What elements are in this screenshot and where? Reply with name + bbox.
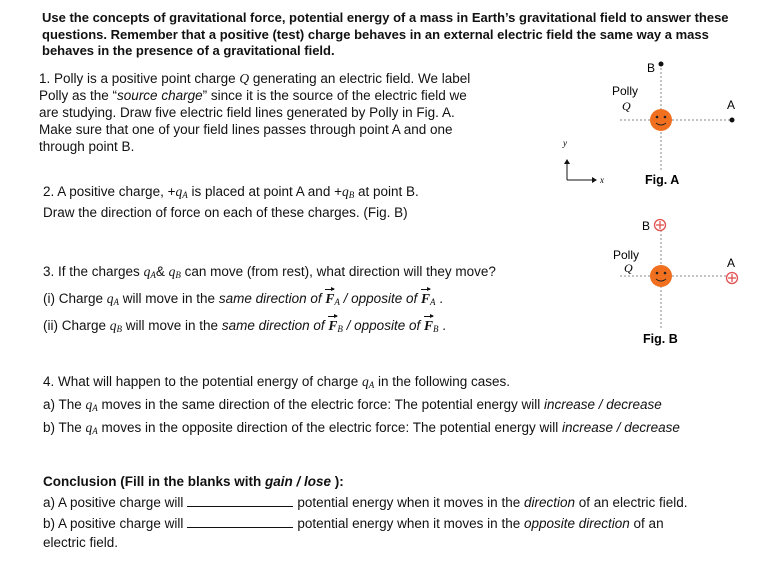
question-4: 4. What will happen to the potential energy of charge $q_A$ in the following cases. a) The $q_A$ moves in the same direction of the electric force: The potential energy will increase / decrease b) The $q_A$ moves in the opposite direction of the electric force: The potential energy will increase / decrease (43, 374, 680, 436)
fig-a-polly-charge (650, 109, 672, 131)
instructions-intro: Use the concepts of gravitational force, potential energy of a mass in Earth’s gravitational field to answer these questions. Remember that a positive (test) charge behaves in an external electric field the same way a mass behaves in the presence of a gravitational field. (42, 10, 729, 58)
axes-icon (562, 138, 604, 185)
fig-b-q-label: Q (624, 261, 633, 275)
svg-text:y: y (563, 138, 567, 148)
fig-a-point-b-label: B (647, 61, 656, 75)
blank-b[interactable] (187, 516, 293, 528)
svg-text:x: x (600, 175, 604, 185)
figure-a (540, 50, 774, 200)
fig-b-point-a-label: A (727, 256, 736, 270)
fig-a-point-b (659, 62, 664, 67)
fig-b-plus-charge-a (727, 273, 738, 284)
fig-b-polly-charge (650, 265, 672, 287)
fig-b-polly-label: Polly (613, 248, 640, 262)
conclusion: Conclusion (Fill in the blanks with gain / lose ): a) A positive charge will potential energy when it moves in the direction of an electric field. b) A positive charge will potential energy when it moves in the opposite direction of an electric field. (43, 474, 688, 550)
question-1: 1. Polly is a positive point charge Q generating an electric field. We label Polly as the “source charge” since it is the source of the electric field we are studying. Draw five electric field lines generated by Polly in Fig. A. Make sure that one of your field lines passes through point A and one through point B. (39, 71, 471, 154)
fig-b-caption: Fig. B (643, 332, 678, 346)
fig-a-polly-label: Polly (612, 84, 639, 98)
blank-a[interactable] (187, 495, 293, 507)
question-3: 3. If the charges $q_A\&$ $q_B$ can move (from rest), what direction will they move? (i) Charge $q_A$ will move in the same direction of $F_A$ / opposite of $F_A$ . (ii) Charge $q_B$ will move in the same direction of $F_B$ / opposite of $F_B$ . (43, 264, 496, 334)
fig-a-caption: Fig. A (645, 173, 680, 187)
fig-b-point-b-label: B (642, 219, 651, 233)
figure-b (540, 208, 774, 358)
fig-b-plus-charge-b (655, 220, 666, 231)
fig-a-point-a (730, 118, 735, 123)
fig-a-q-label: Q (622, 99, 631, 113)
question-2: 2. A positive charge, $+q_A$ is placed at point A and $+q_B$ at point B. Draw the direction of force on each of these charges. (Fig. B) (43, 184, 419, 220)
fig-a-point-a-label: A (727, 98, 736, 112)
